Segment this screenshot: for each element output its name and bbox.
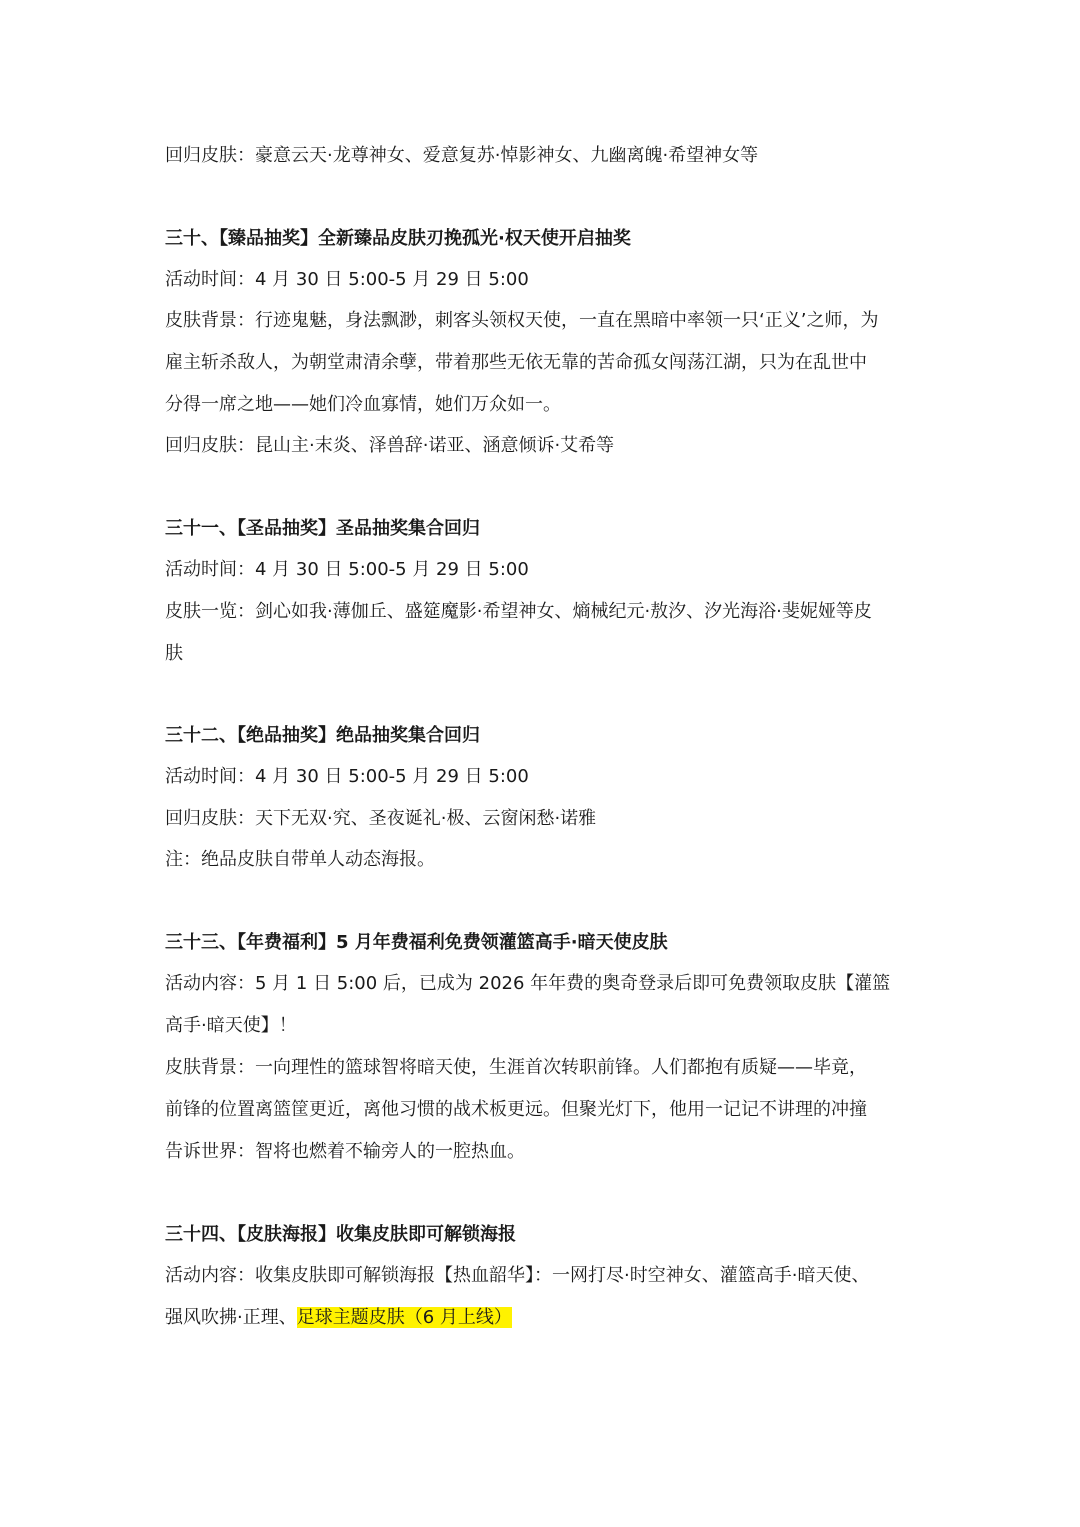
section-32-time: 活动时间：4 月 30 日 5:00-5 月 29 日 5:00 — [165, 766, 529, 787]
section-33-heading: 三十三、【年费福利】5 月年费福利免费领灌篮高手·暗天使皮肤 — [165, 932, 668, 953]
section-34-plain-text: 强风吹拂·正理、 — [165, 1307, 297, 1328]
section-31-heading: 三十一、【圣品抽奖】圣品抽奖集合回归 — [165, 518, 480, 539]
section-30-background-line: 皮肤背景：行迹鬼魅，身法飘渺，刺客头领权天使，一直在黑暗中率领一只‘正义’之师，为 — [165, 310, 879, 331]
section-30-background-line: 雇主斩杀敌人，为朝堂肃清余孽，带着那些无依无靠的苦命孤女闯荡江湖，只为在乱世中 — [165, 352, 867, 373]
section-34-content-line: 活动内容：收集皮肤即可解锁海报【热血韶华】：一网打尽·时空神女、灌篮高手·暗天使、 — [165, 1265, 870, 1286]
section-33-content-line: 活动内容：5 月 1 日 5:00 后，已成为 2026 年年费的奥奇登录后即可免费领取皮肤【灌篮 — [165, 973, 891, 994]
section-33-content-line: 高手·暗天使】！ — [165, 1015, 297, 1036]
section-31-skin-list-line: 肤 — [165, 643, 183, 664]
section-30-return-skins: 回归皮肤：昆山主·末炎、泽兽辞·诺亚、涵意倾诉·艾希等 — [165, 435, 615, 456]
section-30-background-line: 分得一席之地——她们冷血寡情，她们万众如一。 — [165, 394, 561, 415]
section-34-content-line — [165, 1297, 925, 1338]
section-30-time: 活动时间：4 月 30 日 5:00-5 月 29 日 5:00 — [165, 269, 529, 290]
section-30-heading: 三十、【臻品抽奖】全新臻品皮肤刃挽孤光·权天使开启抽奖 — [165, 228, 631, 249]
section-34-heading: 三十四、【皮肤海报】收集皮肤即可解锁海报 — [165, 1224, 516, 1245]
section-33-background-line: 皮肤背景：一向理性的篮球智将暗天使，生涯首次转职前锋。人们都抱有质疑——毕竟， — [165, 1057, 867, 1078]
section-32-note: 注：绝品皮肤自带单人动态海报。 — [165, 849, 435, 870]
section-31-time: 活动时间：4 月 30 日 5:00-5 月 29 日 5:00 — [165, 559, 529, 580]
intro-return-skins: 回归皮肤：豪意云天·龙尊神女、爱意复苏·悼影神女、九幽离魄·希望神女等 — [165, 145, 759, 166]
section-31-skin-list-line: 皮肤一览：剑心如我·薄伽丘、盛筵魔影·希望神女、熵械纪元·敖汐、汐光海浴·斐妮娅等皮 — [165, 601, 872, 622]
section-32-return-skins: 回归皮肤：天下无双·究、圣夜诞礼·极、云窗闲愁·诺雅 — [165, 808, 597, 829]
section-32-heading: 三十二、【绝品抽奖】绝品抽奖集合回归 — [165, 725, 480, 746]
section-33-background-line: 前锋的位置离篮筐更近，离他习惯的战术板更远。但聚光灯下，他用一记记不讲理的冲撞 — [165, 1099, 867, 1120]
highlighted-text: 足球主题皮肤（6 月上线） — [296, 1307, 512, 1328]
section-33-background-line: 告诉世界：智将也燃着不输旁人的一腔热血。 — [165, 1141, 525, 1162]
